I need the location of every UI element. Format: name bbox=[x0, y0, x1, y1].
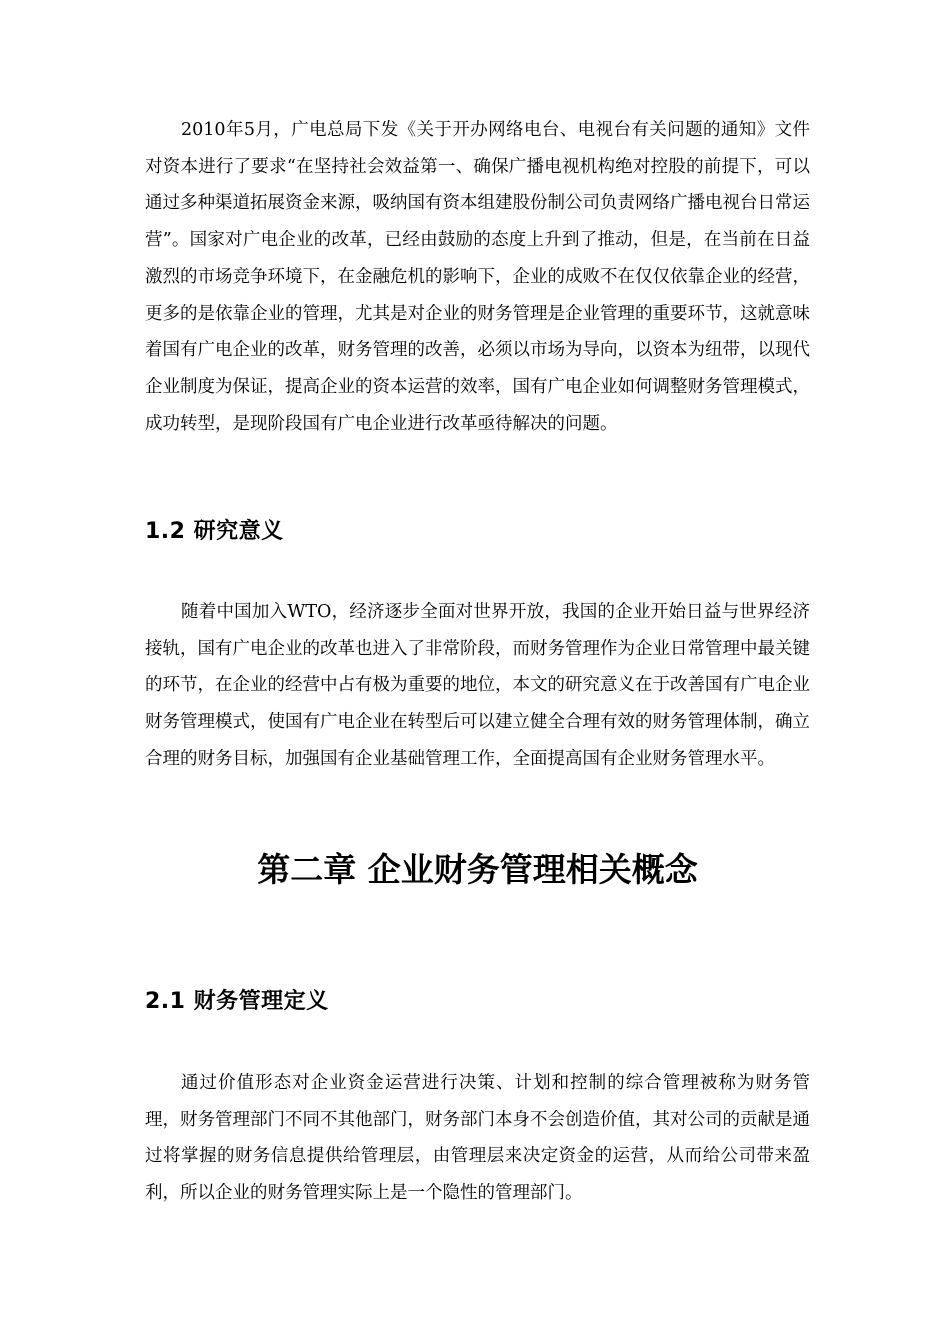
body-paragraph-definition: 通过价值形态对企业资金运营进行决策、计划和控制的综合管理被称为财务管理，财务管理部门不同不其他部门，财务部门本身不会创造价值，其对公司的贡献是通过将掌握的财务信息提供给管理层，由管理层来决定资金的运营，从而给公司带来盈利，所以企业的财务管理实际上是一个隐性的管理部门。 bbox=[145, 1073, 810, 1204]
section-heading-research-significance: 1.2 研究意义 bbox=[145, 519, 284, 544]
body-paragraph-research-significance: 随着中国加入WTO，经济逐步全面对世界开放，我国的企业开始日益与世界经济接轨，国有广电企业的改革也进入了非常阶段，而财务管理作为企业日常管理中最关键的环节，在企业的经营中占有极为重要的地位，本文的研究意义在于改善国有广电企业财务管理模式，使国有广电企业在转型后可以建立健全合理有效的财务管理体制，确立合理的财务目标，加强国有企业基础管理工作，全面提高国有企业财务管理水平。 bbox=[145, 602, 810, 769]
section-heading-financial-management-definition: 2.1 财务管理定义 bbox=[145, 989, 329, 1014]
body-paragraph-background: 2010年5月，广电总局下发《关于开办网络电台、电视台有关问题的通知》文件对资本进行了要求“在坚持社会效益第一、确保广播电视机构绝对控股的前提下，可以通过多种渠道拓展资金来源，吸纳国有资本组建股份制公司负责网络广播电视台日常运营”。国家对广电企业的改革，已经由鼓励的态度上升到了推动，但是，在当前在日益激烈的市场竞争环境下，在金融危机的影响下，企业的成败不在仅仅依靠企业的经营，更多的是依靠企业的管理，尤其是对企业的财务管理是企业管理的重要环节，这就意味着国有广电企业的改革，财务管理的改善，必须以市场为导向，以资本为纽带，以现代企业制度为保证，提高企业的资本运营的效率，国有广电企业如何调整财务管理模式，成功转型，是现阶段国有广电企业进行改革亟待解决的问题。 bbox=[145, 120, 810, 434]
chapter-title: 第二章 企业财务管理相关概念 bbox=[257, 850, 698, 889]
